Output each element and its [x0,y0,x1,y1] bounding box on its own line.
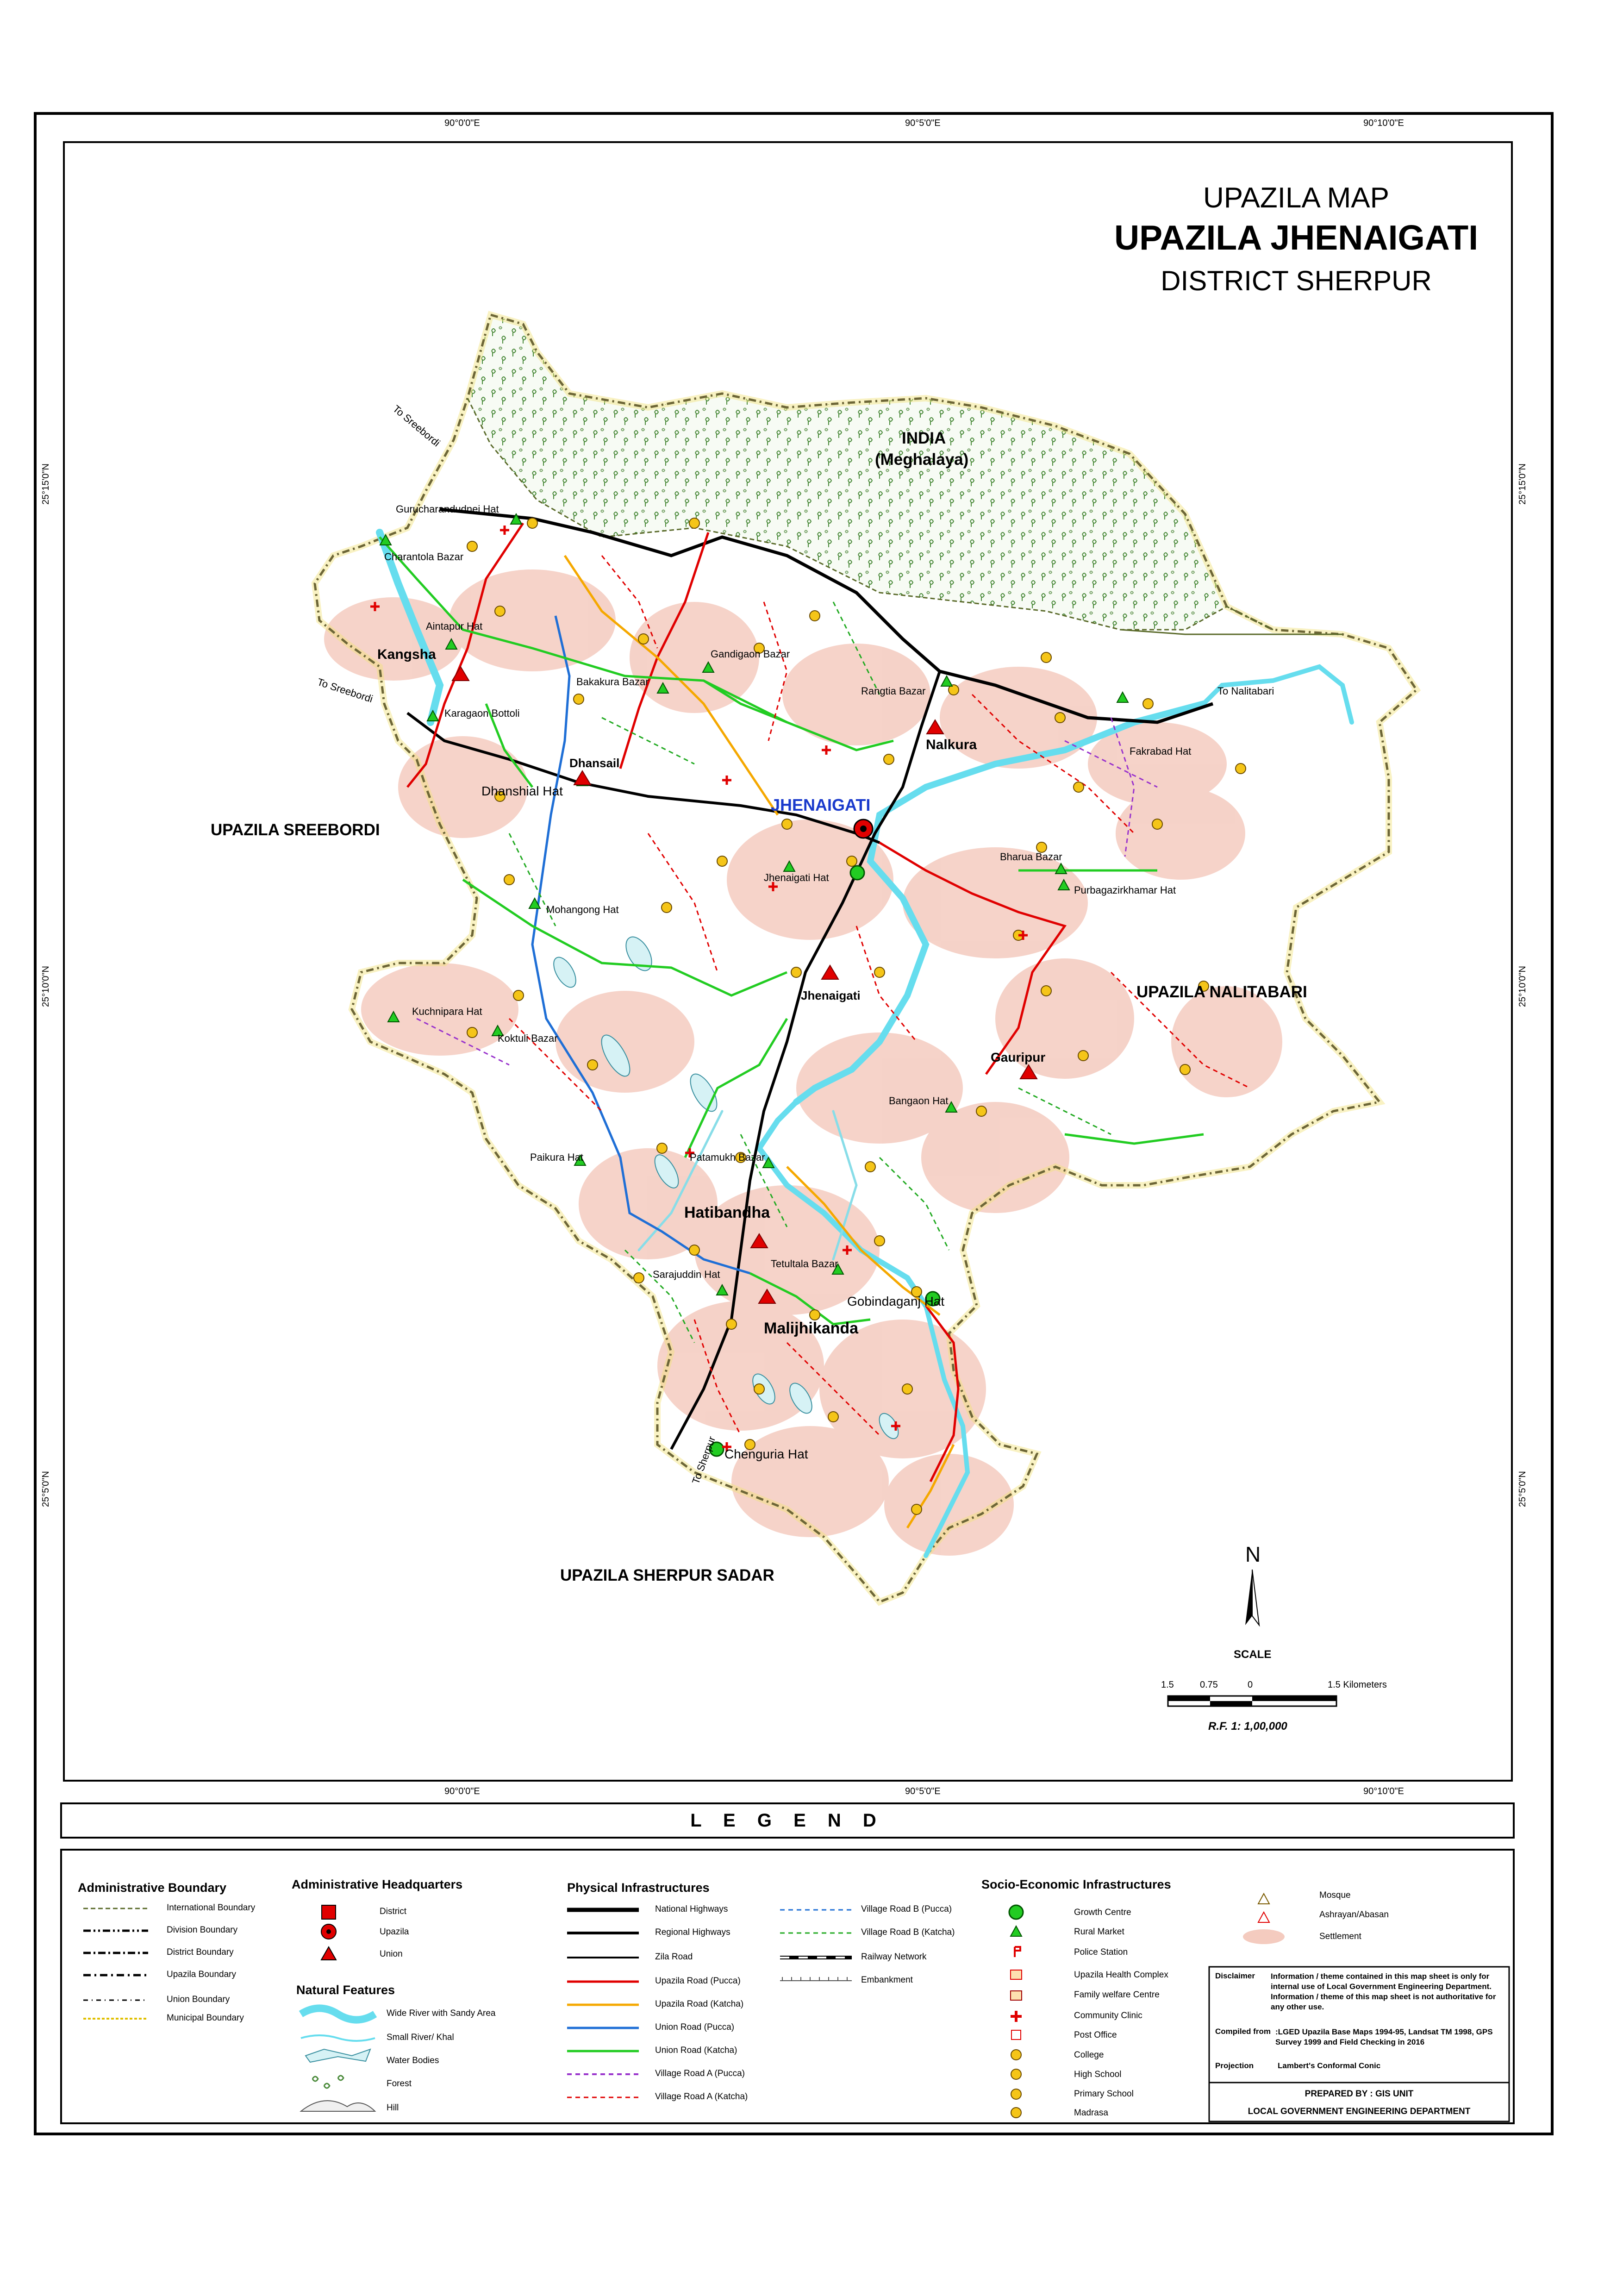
coord-right-2: 25°10'0"N [1517,966,1528,1007]
projection-label: Projection [1215,2061,1254,2070]
legend-item: Village Road A (Pucca) [655,2069,745,2078]
scale-rf: R.F. 1: 1,00,000 [1208,1720,1287,1733]
legend-item: Post Office [1074,2030,1117,2040]
upazila-headquarters [854,820,873,838]
market-label-bakakura: Bakakura Bazar [576,676,649,688]
market-label-aintapur: Aintapur Hat [426,620,483,632]
legend-item: College [1074,2050,1104,2060]
north-label: N [1245,1542,1261,1566]
union-label-kangsha: Kangsha [377,647,436,662]
legend-item: Family welfare Centre [1074,1990,1160,2000]
legend-item: Settlement [1319,1932,1361,1941]
legend-item: Water Bodies [387,2056,439,2065]
region-meghalaya: (Meghalaya) [875,450,969,469]
legend-item: Union Road (Pucca) [655,2022,735,2032]
market-label-mohangong: Mohangong Hat [546,904,619,915]
union-label-gauripur: Gauripur [991,1050,1046,1064]
legend-title: L E G E N D [60,1802,1515,1839]
coord-left-2: 25°10'0"N [41,966,51,1007]
coord-top-3: 90°10'0"E [1363,118,1404,128]
legend-item: Union Boundary [167,1995,230,2004]
prepared-by: PREPARED BY : GIS UNIT [1305,2089,1414,2099]
disclaimer-label: Disclaimer [1215,1971,1255,1980]
market-label-gobindaganj: Gobindaganj Hat [847,1294,945,1308]
market-label-tetultala: Tetultala Bazar [771,1258,838,1270]
coord-right-1: 25°15'0"N [1517,463,1528,505]
legend-item: Union [380,1949,403,1959]
legend-item: International Boundary [167,1903,256,1913]
legend-item: Madrasa [1074,2108,1108,2118]
legend-item: Small River/ Khal [387,2033,454,2042]
market-label-karagaon: Karagaon Bottoli [444,707,520,719]
legend-item: Embankment [861,1975,913,1985]
legend-item: Ashrayan/Abasan [1319,1910,1389,1920]
market-label-gandigaon: Gandigaon Bazar [711,648,790,660]
market-label-bangaon: Bangaon Hat [889,1095,949,1107]
market-label-dhanshial: Dhanshial Hat [481,784,563,798]
legend-admin-hq-heading: Administrative Headquarters [292,1877,463,1891]
market-label-bharua: Bharua Bazar [1000,851,1062,863]
disclaimer-text: Information / theme contained in this map sheet is only for internal use of Local Government Engineering Department. Information / theme of this map sheet is not authoritative for any other use. [1271,1972,1496,2011]
legend-item: Village Road B (Katcha) [861,1927,955,1937]
coord-bottom-2: 90°5'0"E [905,1786,941,1796]
compiled-text: :LGED Upazila Base Maps 1994-95, Landsat TM 1998, GPS Survey 1999 and Field Checking in 2016 [1275,2027,1493,2046]
legend-item: Union Road (Katcha) [655,2046,737,2055]
legend-item: Upazila Boundary [167,1970,236,1979]
coord-left-3: 25°5'0"N [41,1471,51,1507]
legend-item: Village Road B (Pucca) [861,1904,952,1914]
legend-physical-heading: Physical Infrastructures [567,1881,710,1895]
legend-socio-heading: Socio-Economic Infrastructures [981,1877,1171,1891]
legend-item: Zila Road [655,1952,693,1962]
legend-item: Rural Market [1074,1927,1124,1937]
department-name: LOCAL GOVERNMENT ENGINEERING DEPARTMENT [1248,2107,1471,2116]
legend-item: Growth Centre [1074,1908,1131,1917]
market-label-jhenaigati-hat: Jhenaigati Hat [764,872,829,883]
legend-item: Wide River with Sandy Area [387,2008,496,2018]
compiled-label: Compiled from [1215,2027,1271,2036]
legend-natural-heading: Natural Features [296,1983,395,1997]
legend-item: District Boundary [167,1947,234,1957]
legend-item: Railway Network [861,1952,927,1962]
legend-item: Division Boundary [167,1925,238,1935]
region-nalitabari: UPAZILA NALITABARI [1136,983,1307,1001]
union-label-dhansail: Dhansail [569,756,620,770]
coord-right-3: 25°5'0"N [1517,1471,1528,1507]
road-label-to-sreebordi-north: To Sreebordi [390,403,443,449]
legend-item: Upazila Health Complex [1074,1970,1168,1980]
projection-text: Lambert's Conformal Conic [1278,2061,1381,2070]
legend-item: Mosque [1319,1890,1351,1900]
market-label-charantola: Charantola Bazar [384,551,464,563]
union-label-jhenaigati: Jhenaigati [801,988,861,1002]
legend-item: Municipal Boundary [167,2013,244,2023]
scale-title: SCALE [1234,1648,1272,1661]
road-label-to-sreebordi-west: To Sreebordi [316,676,375,705]
scale-tick-1: 1.5 [1161,1680,1174,1690]
map-title-line3: DISTRICT SHERPUR [1161,265,1432,296]
legend-admin-boundary-heading: Administrative Boundary [78,1881,227,1895]
scale-tick-3: 0 [1248,1680,1253,1690]
scale-tick-2: 0.75 [1200,1680,1218,1690]
legend-item: High School [1074,2070,1122,2079]
legend-item: Hill [387,2103,399,2113]
legend-item: Upazila Road (Pucca) [655,1976,741,1986]
road-label-to-sherpur: To Sherpur [690,1434,718,1486]
legend-item: Police Station [1074,1947,1128,1957]
scale-tick-4: 1.5 Kilometers [1328,1680,1387,1690]
market-label-kuchnipara: Kuchnipara Hat [412,1006,482,1017]
legend-item: Upazila Road (Katcha) [655,1999,744,2009]
market-label-sarajuddin: Sarajuddin Hat [653,1269,720,1280]
market-label-gurucharan: Gurucharandudnei Hat [396,503,499,515]
scale-bar [1168,1696,1336,1706]
union-label-hatibandha: Hatibandha [684,1204,770,1221]
market-label-koktuli: Koktuli Bazar [498,1032,558,1044]
legend-item: National Highways [655,1904,728,1914]
market-label-rangtia: Rangtia Bazar [861,685,926,697]
union-label-nalkura: Nalkura [926,737,977,752]
market-label-paikura: Paikura Hat [530,1151,583,1163]
map-title-line2: UPAZILA JHENAIGATI [1114,218,1479,257]
map-title-line1: UPAZILA MAP [1203,182,1389,214]
legend-item: Village Road A (Katcha) [655,2092,748,2102]
legend-item: Regional Highways [655,1927,730,1937]
region-india: INDIA [902,429,946,447]
legend-item: Upazila [380,1927,409,1937]
legend-item: District [380,1907,407,1916]
market-label-patamukh: Patamukh Bazar [690,1151,765,1163]
north-arrow-icon [1245,1570,1259,1625]
market-label-chenguria: Chenguria Hat [724,1447,808,1461]
coord-top-2: 90°5'0"E [905,118,941,128]
road-label-to-nalitabari: To Nalitabari [1217,685,1274,697]
coord-top-1: 90°0'0"E [444,118,480,128]
market-label-fakrabad: Fakrabad Hat [1130,745,1192,757]
coord-left-1: 25°15'0"N [41,463,51,505]
region-sherpur-sadar: UPAZILA SHERPUR SADAR [560,1566,774,1584]
market-label-purbagazirkhamar: Purbagazirkhamar Hat [1074,884,1176,896]
coord-bottom-1: 90°0'0"E [444,1786,480,1796]
union-label-jhenaigati-town: JHENAIGATI [771,795,871,814]
region-sreebordi: UPAZILA SREEBORDI [211,821,380,839]
legend-item: Primary School [1074,2089,1134,2099]
union-label-malijhikanda: Malijhikanda [764,1320,859,1337]
legend-item: Community Clinic [1074,2011,1142,2021]
legend-item: Forest [387,2079,412,2089]
coord-bottom-3: 90°10'0"E [1363,1786,1404,1796]
